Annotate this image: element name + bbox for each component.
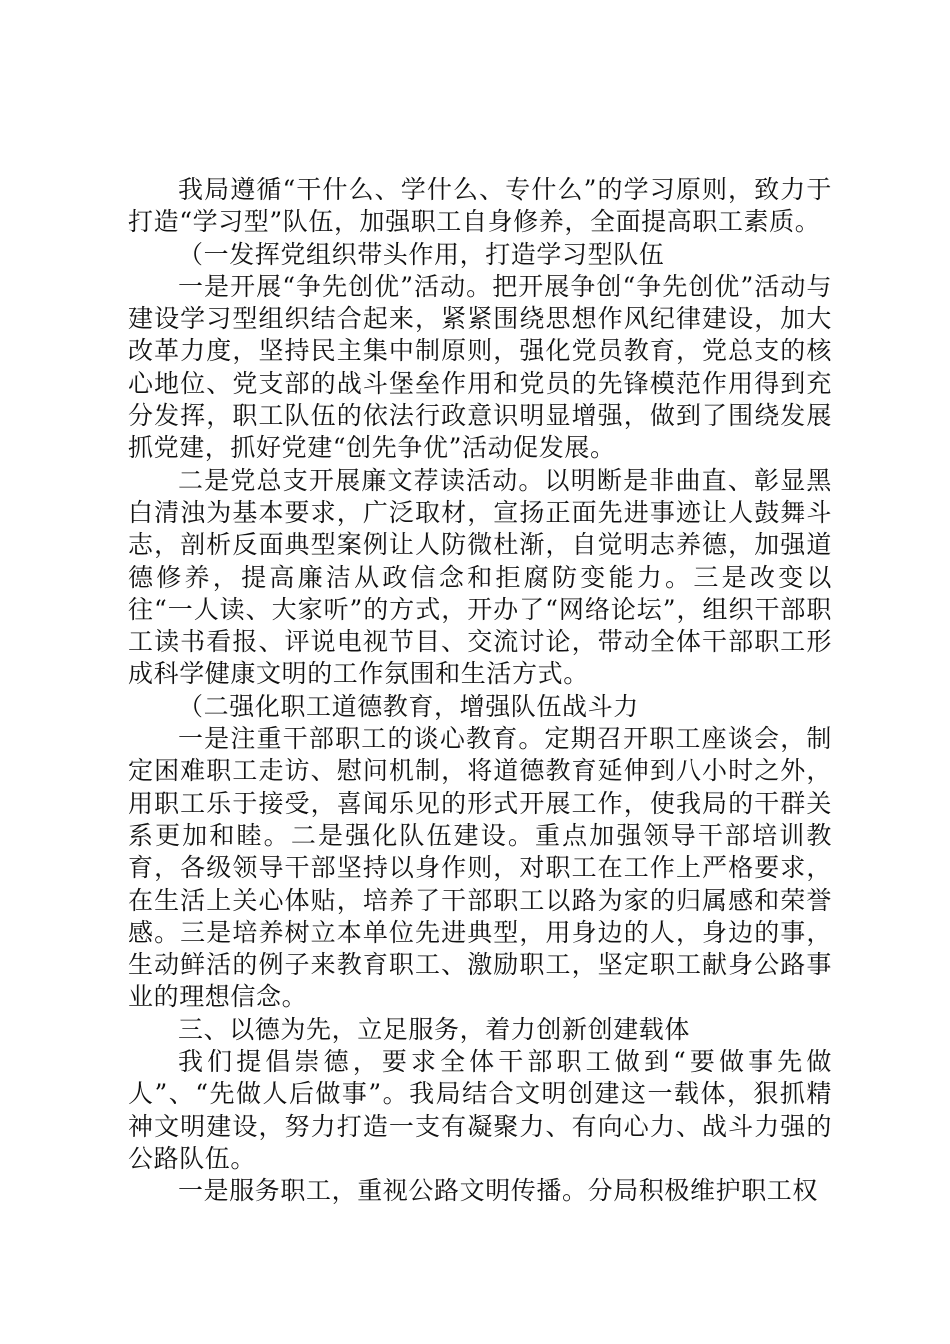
document-body: [128, 174, 832, 1208]
section-heading-1: （一发挥党组织带头作用，打造学习型队伍: [178, 239, 665, 269]
paragraph-virtue: 我们提倡崇德，要求全体干部职工做到“要做事先做人”、“先做人后做事”。我局结合文明创建这一载体，狠抓精神文明建设，努力打造一支有凝聚力、有向心力、战斗力强的公路队伍。: [128, 1047, 832, 1173]
paragraph-service: 一是服务职工，重视公路文明传播。分局积极维护职工权: [178, 1176, 819, 1206]
paragraph-moral-education: 一是注重干部职工的谈心教育。定期召开职工座谈会，制定困难职工走访、慰问机制，将道德教育延伸到八小时之外，用职工乐于接受，喜闻乐见的形式开展工作，使我局的干群关系更加和睦。二是强化队伍建设。重点加强领导干部培训教育，各级领导干部坚持以身作则，对职工在工作上严格要求，在生活上关心体贴，培养了干部职工以路为家的归属感和荣誉感。三是培养树立本单位先进典型，用身边的人，身边的事，生动鲜活的例子来教育职工、激励职工，坚定职工献身公路事业的理想信念。: [128, 724, 832, 1012]
section-heading-2: （二强化职工道德教育，增强队伍战斗力: [178, 691, 639, 721]
paragraph-activity: 一是开展“争先创优”活动。把开展争创“争先创优”活动与建设学习型组织结合起来，紧紧围绕思想作风纪律建设，加大改革力度，坚持民主集中制原则，强化党员教育，党总支的核心地位、党支部的战斗堡垒作用和党员的先锋模范作用得到充分发挥，职工队伍的依法行政意识明显增强，做到了围绕发展抓党建，抓好党建“创先争优”活动促发展。: [128, 271, 832, 463]
paragraph-reading: 二是党总支开展廉文荐读活动。以明断是非曲直、彰显黑白清浊为基本要求，广泛取材，宣扬正面先进事迹让人鼓舞斗志，剖析反面典型案例让人防微杜渐，自觉明志养德，加强道德修养，提高廉洁从政信念和拒腐防变能力。三是改变以往“一人读、大家听”的方式，开办了“网络论坛”，组织干部职工读书看报、评说电视节目、交流讨论，带动全体干部职工形成科学健康文明的工作氛围和生活方式。: [128, 465, 832, 689]
paragraph-intro: 我局遵循“干什么、学什么、专什么”的学习原则，致力于打造“学习型”队伍，加强职工自身修养，全面提高职工素质。: [128, 175, 832, 237]
section-heading-3: 三、以德为先，立足服务，着力创新创建载体: [178, 1014, 691, 1044]
